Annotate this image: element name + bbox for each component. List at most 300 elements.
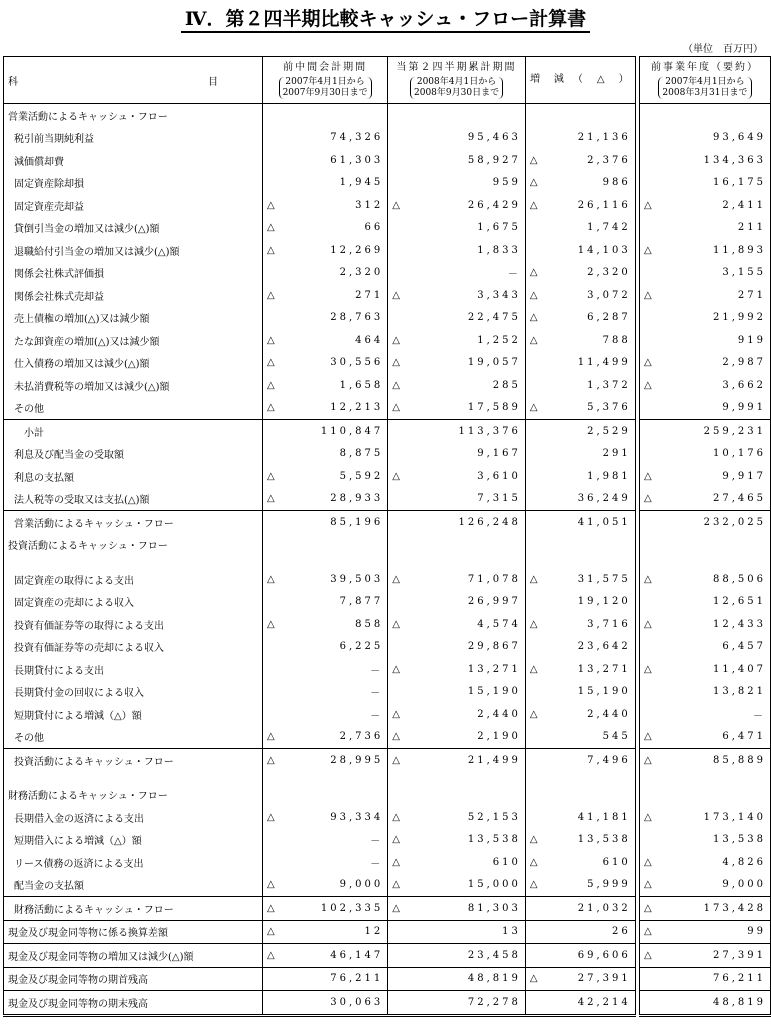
table-row [4, 897, 771, 921]
value-cell [639, 104, 770, 127]
negative-sign: △ [392, 811, 400, 823]
amount: 8,875 [339, 448, 384, 460]
amount: 9,167 [477, 448, 521, 460]
negative-sign: △ [392, 754, 400, 766]
amount: 31,575 [577, 573, 631, 585]
amount: 11,407 [713, 663, 766, 675]
value-cell [388, 352, 526, 375]
amount: 72,278 [467, 996, 521, 1008]
amount: 2,320 [339, 267, 384, 279]
value-cell [525, 681, 635, 704]
amount: 27,465 [713, 493, 766, 505]
value-cell [388, 874, 526, 897]
value-cell [263, 443, 388, 466]
amount: 76,211 [330, 973, 384, 985]
negative-sign: △ [643, 811, 652, 823]
value-cell [525, 874, 635, 897]
amount: 1,372 [587, 379, 631, 391]
table-row [4, 352, 771, 375]
amount: 69,606 [577, 949, 631, 961]
value-cell [525, 772, 635, 784]
table-row [4, 568, 771, 591]
amount: 2,987 [722, 357, 766, 369]
row-label: その他 [4, 397, 263, 420]
amount: 17,589 [467, 402, 521, 414]
value-cell [263, 329, 388, 352]
amount: 99 [747, 926, 766, 938]
table-row [4, 851, 771, 874]
value-cell [639, 352, 770, 375]
value-cell [263, 772, 388, 784]
negative-sign: △ [267, 289, 275, 301]
row-label: 利息及び配当金の受取額 [4, 443, 263, 466]
unit-note: （単位 百万円） [683, 44, 763, 55]
negative-sign: △ [643, 856, 652, 868]
negative-sign: △ [643, 244, 652, 256]
value-cell [388, 703, 526, 726]
value-cell [263, 703, 388, 726]
value-cell [263, 806, 388, 829]
value-cell [639, 613, 770, 636]
row-label: 固定資産除却損 [4, 172, 263, 195]
amount: － [507, 269, 521, 281]
row-label: 関係会社株式評価損 [4, 262, 263, 285]
value-cell [525, 829, 635, 852]
value-cell [263, 534, 388, 557]
amount: 26 [611, 926, 631, 938]
negative-sign: △ [392, 357, 400, 369]
amount: 1,945 [339, 177, 384, 189]
table-row [4, 104, 771, 127]
row-label: 長期借入金の返済による支出 [4, 806, 263, 829]
negative-sign: △ [392, 902, 400, 914]
row-label: 利息の支払額 [4, 465, 263, 488]
negative-sign: △ [267, 470, 275, 482]
amount: 21,032 [577, 902, 631, 914]
negative-sign: △ [267, 618, 275, 630]
negative-sign: △ [267, 493, 275, 505]
header-col-prev-year: 前事業年度（要約） 2007年4月1日から 2008年3月31日まで [639, 57, 770, 104]
header-col-current: 当第２四半期累計期間 2008年4月1日から 2008年9月30日まで [388, 57, 526, 104]
negative-sign: △ [267, 573, 275, 585]
amount: 58,927 [467, 154, 521, 166]
negative-sign: △ [643, 926, 652, 938]
negative-sign: △ [392, 708, 400, 720]
value-cell [525, 172, 635, 195]
value-cell [525, 703, 635, 726]
table-body [4, 104, 771, 1016]
amount: 1,833 [477, 244, 521, 256]
value-cell [525, 443, 635, 466]
value-cell [525, 658, 635, 681]
table-row [4, 127, 771, 150]
value-cell [263, 568, 388, 591]
value-cell [525, 556, 635, 568]
value-cell [639, 556, 770, 568]
value-cell [388, 149, 526, 172]
amount: － [370, 836, 384, 848]
table-row [4, 488, 771, 511]
negative-sign: △ [392, 856, 400, 868]
value-cell [388, 991, 526, 1016]
amount: 48,819 [713, 996, 766, 1008]
row-label: 財務活動によるキャッシュ・フロー [4, 784, 263, 807]
amount: 7,877 [339, 596, 384, 608]
value-cell [263, 556, 388, 568]
amount: 858 [355, 618, 384, 630]
amount: 15,190 [467, 686, 521, 698]
value-cell [388, 307, 526, 330]
value-cell [525, 307, 635, 330]
negative-sign: △ [392, 379, 400, 391]
amount: 88,506 [713, 573, 766, 585]
value-cell [388, 749, 526, 772]
value-cell [639, 329, 770, 352]
amount: 6,225 [339, 641, 384, 653]
table-row [4, 749, 771, 772]
amount: 3,343 [477, 289, 521, 301]
value-cell [639, 920, 770, 944]
value-cell [639, 851, 770, 874]
negative-sign: △ [392, 289, 400, 301]
negative-sign: △ [643, 949, 652, 961]
value-cell [388, 556, 526, 568]
amount: 10,176 [713, 448, 766, 460]
row-label: 現金及び現金同等物に係る換算差額 [4, 920, 263, 944]
amount: 16,175 [713, 177, 766, 189]
value-cell [639, 636, 770, 659]
amount: 48,819 [467, 973, 521, 985]
value-cell [639, 806, 770, 829]
row-label: 法人税等の受取又は支払(△)額 [4, 488, 263, 511]
value-cell [639, 194, 770, 217]
value-cell [388, 104, 526, 127]
value-cell [525, 329, 635, 352]
value-cell [263, 636, 388, 659]
amount: 15,190 [577, 686, 631, 698]
amount: 21,499 [467, 754, 521, 766]
amount: － [370, 858, 384, 870]
amount: 13,271 [467, 663, 521, 675]
amount: 919 [737, 334, 766, 346]
value-cell [388, 239, 526, 262]
amount: 23,458 [467, 949, 521, 961]
value-cell [388, 568, 526, 591]
value-cell [525, 284, 635, 307]
amount: 11,893 [713, 244, 766, 256]
value-cell [388, 967, 526, 991]
value-cell [263, 194, 388, 217]
value-cell [525, 127, 635, 150]
value-cell [388, 217, 526, 240]
negative-sign: △ [392, 199, 400, 211]
value-cell [388, 397, 526, 420]
table-row [4, 239, 771, 262]
value-cell [388, 920, 526, 944]
value-cell [388, 420, 526, 443]
negative-sign: △ [529, 834, 538, 846]
amount: 2,320 [587, 267, 631, 279]
row-label: 営業活動によるキャッシュ・フロー [4, 104, 263, 127]
value-cell [263, 149, 388, 172]
negative-sign: △ [267, 334, 275, 346]
cash-flow-table [3, 56, 771, 1017]
table-row [4, 967, 771, 991]
amount: 21,136 [577, 132, 631, 144]
amount: 134,363 [703, 154, 766, 166]
negative-sign: △ [529, 289, 538, 301]
amount: － [753, 710, 766, 722]
value-cell [388, 944, 526, 968]
negative-sign: △ [643, 879, 652, 891]
negative-sign: △ [529, 708, 538, 720]
value-cell [639, 829, 770, 852]
amount: 610 [492, 856, 521, 868]
amount: 9,000 [722, 879, 766, 891]
row-label: 小計 [4, 420, 263, 443]
negative-sign: △ [267, 402, 275, 414]
amount: 15,000 [467, 879, 521, 891]
value-cell [525, 636, 635, 659]
value-cell [525, 851, 635, 874]
amount: 271 [355, 289, 384, 301]
value-cell [388, 784, 526, 807]
value-cell [639, 374, 770, 397]
row-label: 関係会社株式売却益 [4, 284, 263, 307]
amount: 259,231 [703, 425, 766, 437]
negative-sign: △ [643, 379, 652, 391]
value-cell [388, 511, 526, 534]
value-cell [525, 488, 635, 511]
value-cell [525, 420, 635, 443]
table-row [4, 874, 771, 897]
negative-sign: △ [267, 879, 275, 891]
value-cell [525, 726, 635, 749]
amount: 3,610 [477, 470, 521, 482]
amount: 5,999 [587, 879, 631, 891]
row-label: 固定資産の売却による収入 [4, 591, 263, 614]
negative-sign: △ [643, 731, 652, 743]
value-cell [388, 262, 526, 285]
table-row [4, 262, 771, 285]
table-row [4, 556, 771, 568]
amount: 19,120 [577, 596, 631, 608]
amount: 1,252 [477, 334, 521, 346]
header-col-prev-interim: 前中間会計期間 2007年4月1日から 2007年9月30日まで [263, 57, 388, 104]
value-cell [639, 897, 770, 921]
value-cell [388, 806, 526, 829]
row-label: 未払消費税等の増加又は減少(△)額 [4, 374, 263, 397]
amount: 27,391 [577, 973, 631, 985]
value-cell [263, 784, 388, 807]
amount: 3,072 [587, 289, 631, 301]
value-cell [263, 352, 388, 375]
amount: 66 [364, 222, 384, 234]
value-cell [639, 568, 770, 591]
value-cell [388, 591, 526, 614]
value-cell [639, 172, 770, 195]
amount: 85,196 [330, 516, 384, 528]
amount: 12 [364, 926, 384, 938]
value-cell [388, 613, 526, 636]
table-row [4, 284, 771, 307]
value-cell [388, 465, 526, 488]
value-cell [525, 465, 635, 488]
amount: 85,889 [713, 754, 766, 766]
row-label: 退職給付引当金の増加又は減少(△)額 [4, 239, 263, 262]
value-cell [639, 443, 770, 466]
amount: 42,214 [577, 996, 631, 1008]
table-row [4, 217, 771, 240]
value-cell [388, 534, 526, 557]
value-cell [263, 104, 388, 127]
negative-sign: △ [529, 177, 538, 189]
amount: 22,475 [467, 312, 521, 324]
value-cell [525, 104, 635, 127]
row-label: 投資有価証券等の取得による支出 [4, 613, 263, 636]
table-row [4, 944, 771, 968]
negative-sign: △ [643, 573, 652, 585]
value-cell [525, 897, 635, 921]
value-cell [525, 239, 635, 262]
value-cell [263, 262, 388, 285]
value-cell [263, 172, 388, 195]
amount: 959 [492, 177, 521, 189]
value-cell [639, 262, 770, 285]
value-cell [388, 284, 526, 307]
value-cell [525, 374, 635, 397]
negative-sign: △ [529, 154, 538, 166]
amount: 464 [355, 334, 384, 346]
amount: 4,574 [477, 618, 521, 630]
value-cell [639, 681, 770, 704]
table-row [4, 420, 771, 443]
table-row [4, 613, 771, 636]
value-cell [639, 284, 770, 307]
amount: 173,140 [703, 811, 766, 823]
amount: 6,287 [587, 312, 631, 324]
value-cell [639, 944, 770, 968]
amount: 2,736 [339, 731, 384, 743]
amount: 1,675 [477, 222, 521, 234]
value-cell [263, 374, 388, 397]
value-cell [263, 591, 388, 614]
table-row [4, 920, 771, 944]
amount: － [370, 688, 384, 700]
value-cell [263, 420, 388, 443]
value-cell [263, 217, 388, 240]
table-row [4, 806, 771, 829]
row-label: 営業活動によるキャッシュ・フロー [4, 511, 263, 534]
amount: 29,867 [467, 641, 521, 653]
row-label: 長期貸付金の回収による収入 [4, 681, 263, 704]
amount: 2,440 [587, 708, 631, 720]
amount: 61,303 [330, 154, 384, 166]
value-cell [525, 194, 635, 217]
value-cell [525, 920, 635, 944]
table-row [4, 784, 771, 807]
table-row [4, 829, 771, 852]
negative-sign: △ [529, 402, 538, 414]
negative-sign: △ [392, 879, 400, 891]
negative-sign: △ [529, 312, 538, 324]
value-cell [263, 613, 388, 636]
amount: 102,335 [320, 902, 384, 914]
amount: 81,303 [467, 902, 521, 914]
table-row [4, 149, 771, 172]
amount: 1,981 [587, 470, 631, 482]
value-cell [263, 851, 388, 874]
amount: 232,025 [703, 516, 766, 528]
value-cell [639, 703, 770, 726]
value-cell [525, 591, 635, 614]
negative-sign: △ [643, 470, 652, 482]
amount: 23,642 [577, 641, 631, 653]
value-cell [263, 488, 388, 511]
amount: 13,538 [713, 834, 766, 846]
table-row [4, 658, 771, 681]
row-label: 投資活動によるキャッシュ・フロー [4, 534, 263, 557]
amount: 27,391 [713, 949, 766, 961]
row-label: リース債務の返済による支出 [4, 851, 263, 874]
row-label: たな卸資産の増加(△)又は減少額 [4, 329, 263, 352]
amount: 3,155 [722, 267, 766, 279]
amount: 95,463 [467, 132, 521, 144]
amount: 610 [602, 856, 631, 868]
amount: 7,315 [477, 493, 521, 505]
value-cell [388, 681, 526, 704]
value-cell [525, 262, 635, 285]
value-cell [639, 149, 770, 172]
amount: 2,440 [477, 708, 521, 720]
amount: 291 [602, 448, 631, 460]
value-cell [639, 488, 770, 511]
value-cell [639, 772, 770, 784]
amount: 28,763 [330, 312, 384, 324]
value-cell [525, 149, 635, 172]
header-item: 科 目 [4, 57, 263, 104]
amount: 93,334 [330, 811, 384, 823]
value-cell [263, 127, 388, 150]
amount: 28,933 [330, 493, 384, 505]
value-cell [639, 217, 770, 240]
value-cell [525, 217, 635, 240]
table-row [4, 329, 771, 352]
value-cell [525, 568, 635, 591]
amount: 13,538 [467, 834, 521, 846]
value-cell [263, 991, 388, 1016]
amount: 5,376 [587, 402, 631, 414]
amount: 211 [737, 222, 766, 234]
table-row [4, 534, 771, 557]
row-label: 固定資産の取得による支出 [4, 568, 263, 591]
negative-sign: △ [392, 618, 400, 630]
amount: 2,190 [477, 731, 521, 743]
value-cell [263, 920, 388, 944]
table-row [4, 443, 771, 466]
value-cell [525, 749, 635, 772]
value-cell [388, 488, 526, 511]
amount: － [370, 710, 384, 722]
amount: 74,326 [330, 132, 384, 144]
amount: 93,649 [713, 132, 766, 144]
negative-sign: △ [267, 902, 275, 914]
value-cell [263, 307, 388, 330]
negative-sign: △ [392, 663, 400, 675]
value-cell [388, 636, 526, 659]
row-label: 現金及び現金同等物の期末残高 [4, 991, 263, 1016]
value-cell [388, 127, 526, 150]
